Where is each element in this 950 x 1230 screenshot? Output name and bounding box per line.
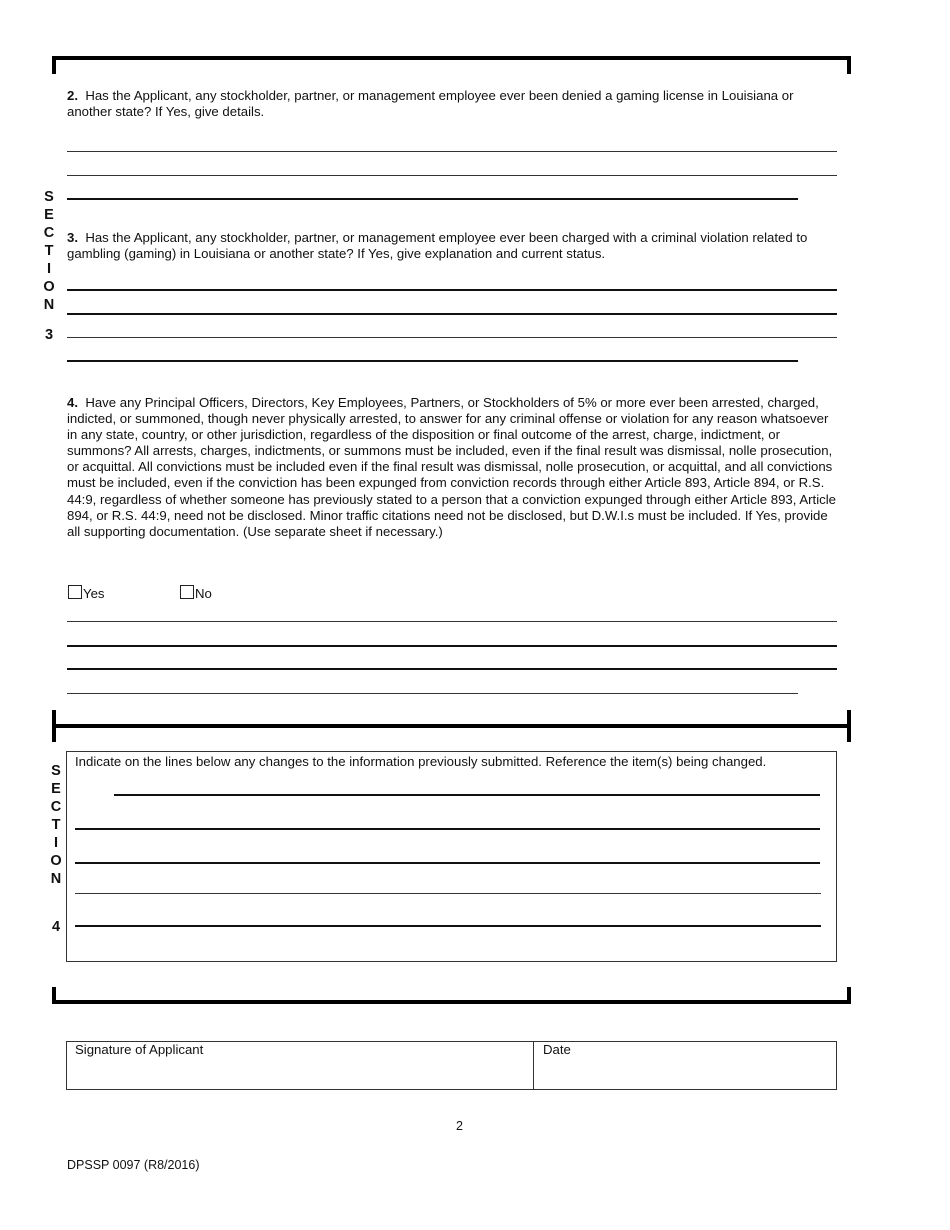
signature-of-applicant-label: Signature of Applicant <box>75 1042 204 1057</box>
section4-bottom-bar <box>52 1000 851 1004</box>
changes-line-4[interactable] <box>75 893 821 894</box>
section4-top-bar <box>52 724 851 728</box>
question-4-text: Have any Principal Officers, Directors, Key Employees, Partners, or Stockholders of 5% or more ever been arrested, charged, indicted, or summoned, though never physically arrested, to answer for any criminal offense or violation for any reason whatsoever in any state, country, or other jurisdiction, regardless of the disposition or final outcome of the arrest, charge, indictment, or summons? All arrests, charges, indictments, or summons must be included, even if the final result was dismissal, nolle prosecution, or acquittal. All convictions must be included even if the final result was dismissal, nolle prosecution, or acquittal, and all convictions must be included, even if the conviction has been expunged from conviction records through either Article 893, Article 894, or R.S. 44:9, regardless of whether someone has previously stated to a person that a conviction expunged through either Article 893, Article 894, or R.S. 44:9, need not be disclosed. Minor traffic citations need not be disclosed, but D.W.I.s must be included. If Yes, provide all supporting documentation. (Use separate sheet if necessary.) <box>67 395 837 539</box>
q2-answer-line-2[interactable] <box>67 175 837 176</box>
q2-answer-line-1[interactable] <box>67 151 837 152</box>
changes-line-2[interactable] <box>75 828 820 830</box>
section4-number: 4 <box>51 919 61 935</box>
section3-top-bar <box>52 56 851 60</box>
section4-bottom-bar-left-tick <box>52 987 56 1004</box>
section4-top-bar-left-tick <box>52 710 56 742</box>
form-id: DPSSP 0097 (R8/2016) <box>67 1158 200 1172</box>
changes-line-3[interactable] <box>75 862 820 864</box>
section3-side-label: S E C T I O N <box>43 189 55 313</box>
signature-of-applicant-field[interactable] <box>67 1042 533 1088</box>
section4-bottom-bar-right-tick <box>847 987 851 1004</box>
section3-number: 3 <box>44 327 54 343</box>
q3-answer-line-2[interactable] <box>67 313 837 315</box>
section3-top-bar-left-tick <box>52 56 56 74</box>
q3-answer-line-4[interactable] <box>67 360 798 362</box>
changes-line-1[interactable] <box>114 794 820 796</box>
section4-side-label: S E C T I O N <box>50 763 62 887</box>
section4-changes-box <box>66 751 837 962</box>
q4-answer-line-3[interactable] <box>67 668 837 670</box>
section4-top-bar-right-tick <box>847 710 851 742</box>
q3-answer-line-1[interactable] <box>67 289 837 291</box>
question-3-text: Has the Applicant, any stockholder, partner, or management employee ever been charged with a criminal violation related to gambling (gaming) in Louisiana or another state? If Yes, give explanation and current status. <box>67 230 808 262</box>
question-2-text: Has the Applicant, any stockholder, partner, or management employee ever been denied a gaming license in Louisiana or another state? If Yes, give details. <box>67 88 794 120</box>
changes-line-5[interactable] <box>75 925 821 927</box>
question-2 <box>67 88 837 120</box>
question-3 <box>67 230 847 262</box>
section4-instruction: Indicate on the lines below any changes to the information previously submitted. Reference the item(s) being changed. <box>75 754 767 769</box>
q4-answer-line-1[interactable] <box>67 621 837 622</box>
q3-answer-line-3[interactable] <box>67 337 837 338</box>
question-4 <box>67 395 837 540</box>
q4-yes-label: Yes <box>83 586 105 601</box>
q4-answer-line-4[interactable] <box>67 693 798 694</box>
q4-yes-checkbox[interactable] <box>68 585 82 599</box>
q4-yes-option[interactable] <box>68 585 105 601</box>
q4-no-label: No <box>195 586 212 601</box>
date-field[interactable] <box>534 1042 835 1088</box>
page-number: 2 <box>456 1119 463 1133</box>
question-4-number: 4. <box>67 395 78 410</box>
question-2-number: 2. <box>67 88 78 103</box>
q4-no-checkbox[interactable] <box>180 585 194 599</box>
question-3-number: 3. <box>67 230 78 245</box>
q4-no-option[interactable] <box>180 585 212 601</box>
q4-answer-line-2[interactable] <box>67 645 837 647</box>
date-label: Date <box>543 1042 571 1057</box>
section3-top-bar-right-tick <box>847 56 851 74</box>
q2-answer-line-3[interactable] <box>67 198 798 200</box>
